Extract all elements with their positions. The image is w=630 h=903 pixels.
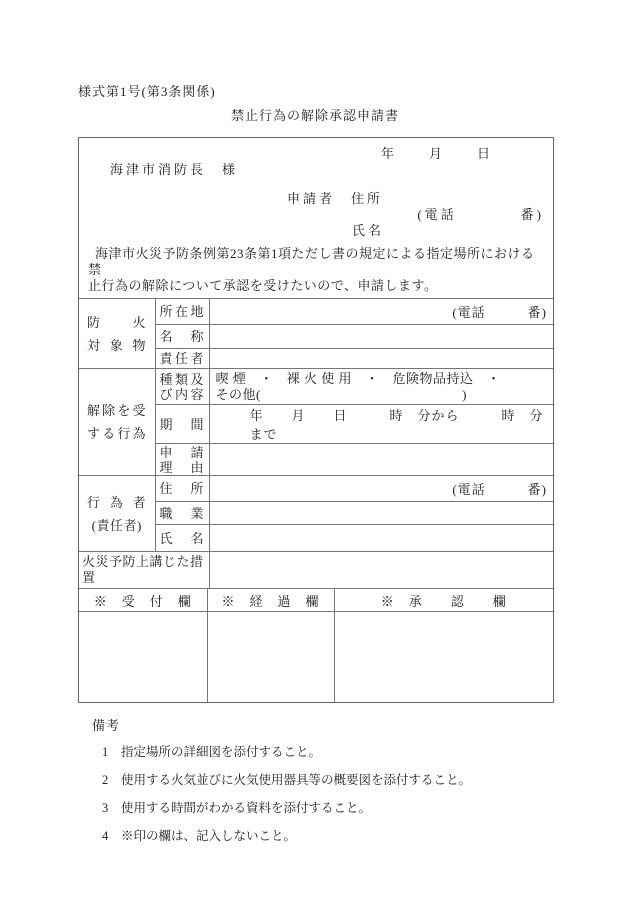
location-label: 所在地	[155, 299, 209, 325]
period-field: 年 月 日 時 分から 時 分まで	[209, 405, 553, 444]
applicant-address-line: 申請者 住所	[287, 191, 384, 206]
addressee-line: 海津市消防長 様	[110, 162, 239, 177]
remarks-heading: 備考	[92, 717, 121, 733]
office-use-table	[79, 588, 553, 702]
kind-content-field	[209, 369, 553, 405]
location-field: (電話 番)	[209, 299, 553, 325]
kind-options: 喫 煙 ・ 裸 火 使 用 ・ 危険物品持込 ・	[215, 370, 501, 386]
kind-other-option	[216, 387, 548, 403]
remarks-section	[92, 719, 630, 843]
approval-stamp-cell	[334, 612, 553, 702]
statement-line-2: 止行為の解除について承認を受けたいので、申請します。	[88, 278, 438, 293]
reception-column-header: ※ 受 付 欄	[79, 589, 207, 612]
application-details-table	[79, 298, 553, 588]
actor-name-field	[209, 525, 553, 552]
kind-content-label: 種類及 び内容	[155, 369, 209, 405]
remark-text: 使用する時間がわかる資料を添付すること。	[121, 800, 372, 815]
application-reason-field	[209, 444, 553, 476]
document-title: 禁止行為の解除承認申請書	[230, 108, 399, 123]
application-reason-label: 申請 理由	[155, 444, 209, 476]
remark-item	[92, 774, 630, 787]
statement-line-1: 海津市火災予防条例第23条第1項ただし書の規定による指定場所における禁	[88, 246, 535, 277]
form-header-section	[79, 146, 553, 298]
actor-address-label: 住所	[155, 476, 209, 502]
progress-stamp-cell	[207, 612, 334, 702]
approval-column-header: ※ 承 認 欄	[334, 589, 553, 612]
table-row	[79, 476, 553, 502]
object-name-field	[209, 325, 553, 349]
application-form-box	[78, 137, 554, 703]
actor-occupation-field	[209, 502, 553, 525]
remark-text: 指定場所の詳細図を添付すること。	[121, 744, 322, 759]
actor-name-label: 氏名	[155, 525, 209, 552]
office-use-header-row	[79, 589, 553, 612]
remark-number: 3	[102, 800, 109, 815]
remark-text: 使用する火気並びに火気使用器具等の概要図を添付すること。	[121, 772, 472, 787]
fire-object-group-label: 防火 対象物	[79, 299, 155, 369]
period-label: 期間	[155, 405, 209, 444]
remark-item	[92, 802, 630, 815]
date-line: 年 月 日	[380, 146, 493, 161]
remark-item	[92, 830, 630, 843]
table-row	[79, 369, 553, 405]
actor-group-label: 行為者 (責任者)	[79, 476, 155, 552]
actor-occupation-label: 職業	[155, 502, 209, 525]
responsible-person-label: 責任者	[155, 349, 209, 369]
progress-column-header: ※ 経 過 欄	[207, 589, 334, 612]
object-name-label: 名称	[155, 325, 209, 349]
release-act-group-label: 解除を受 する行為	[79, 369, 155, 476]
actor-address-field: (電話 番)	[209, 476, 553, 502]
table-row	[79, 299, 553, 325]
office-use-body-row	[79, 612, 553, 702]
remark-number: 2	[102, 772, 109, 787]
fire-prevention-measures-label: 火災予防上講じた措置	[79, 552, 209, 589]
other-open: その他(	[215, 386, 261, 402]
applicant-name-line: 氏名	[352, 223, 385, 238]
form-number: 様式第1号(第3条関係)	[78, 84, 216, 99]
applicant-phone-line: (電話 番)	[417, 207, 544, 222]
reception-stamp-cell	[79, 612, 207, 702]
remark-item	[92, 746, 630, 759]
table-row	[79, 552, 553, 589]
responsible-person-field	[209, 349, 553, 369]
other-close: )	[462, 386, 467, 402]
remark-text: ※印の欄は、記入しないこと。	[121, 828, 297, 843]
remark-number: 1	[102, 744, 109, 759]
fire-prevention-measures-field	[209, 552, 553, 589]
remark-number: 4	[102, 828, 109, 843]
application-statement	[88, 246, 544, 294]
